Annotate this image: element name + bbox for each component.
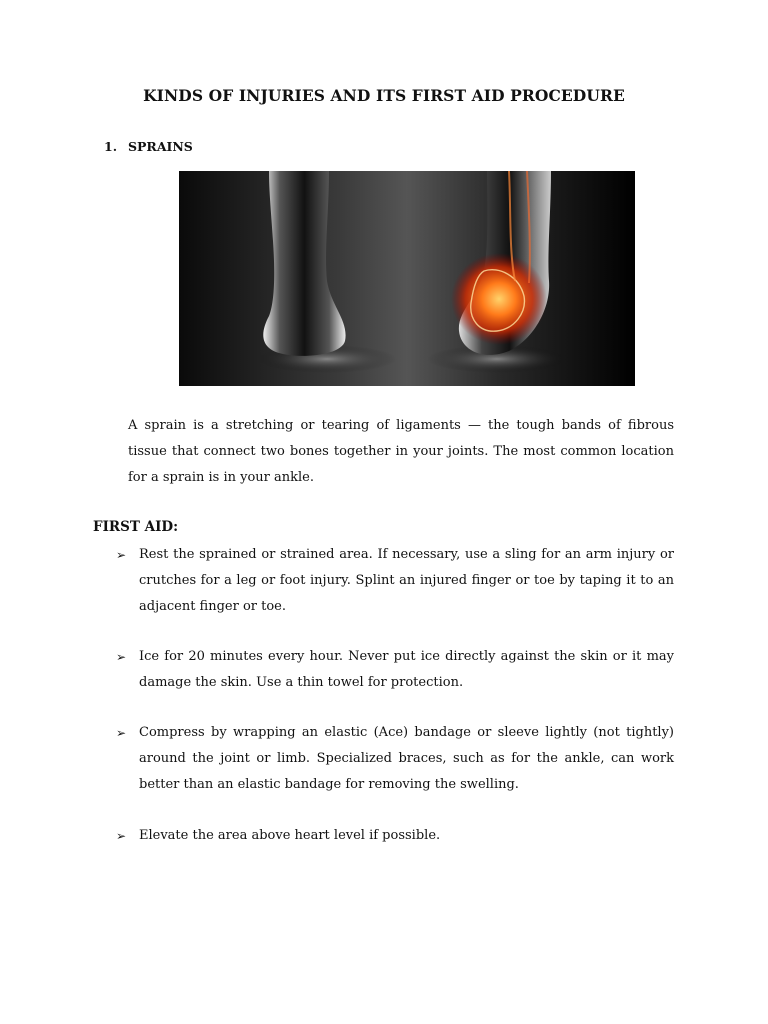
arrow-bullet-icon: ➢ [116,650,127,664]
first-aid-heading: FIRST AID: [93,519,179,535]
page-title: KINDS OF INJURIES AND ITS FIRST AID PROCEDURE [143,86,625,105]
section-number: 1. [104,139,118,154]
intro-paragraph: A sprain is a stretching or tearing of ligaments — the tough bands of fibrous tissue that connect two bones together in your joints. The most common location for a sprain is in your ankle. [128,418,674,485]
ankle-sprain-illustration [179,171,635,386]
list-item-text: Ice for 20 minutes every hour. Never put ice directly against the skin or it may damage the skin. Use a thin towel for protection. [139,649,674,690]
section-heading [104,139,193,154]
ankle-sprain-icon [179,171,635,386]
arrow-bullet-icon: ➢ [116,726,127,740]
list-item-text: Compress by wrapping an elastic (Ace) bandage or sleeve lightly (not tightly) around the joint or limb. Specialized braces, such as for the ankle, can work better than an elastic bandage for removing the swelling. [139,725,674,792]
list-item-text: Elevate the area above heart level if possible. [139,828,441,843]
section-title: SPRAINS [128,139,193,154]
list-item-text: Rest the sprained or strained area. If necessary, use a sling for an arm injury or crutches for a leg or foot injury. Splint an injured finger or toe by taping it to an adjacent finger or toe. [139,547,674,614]
arrow-bullet-icon: ➢ [116,548,127,562]
arrow-bullet-icon: ➢ [116,829,127,843]
